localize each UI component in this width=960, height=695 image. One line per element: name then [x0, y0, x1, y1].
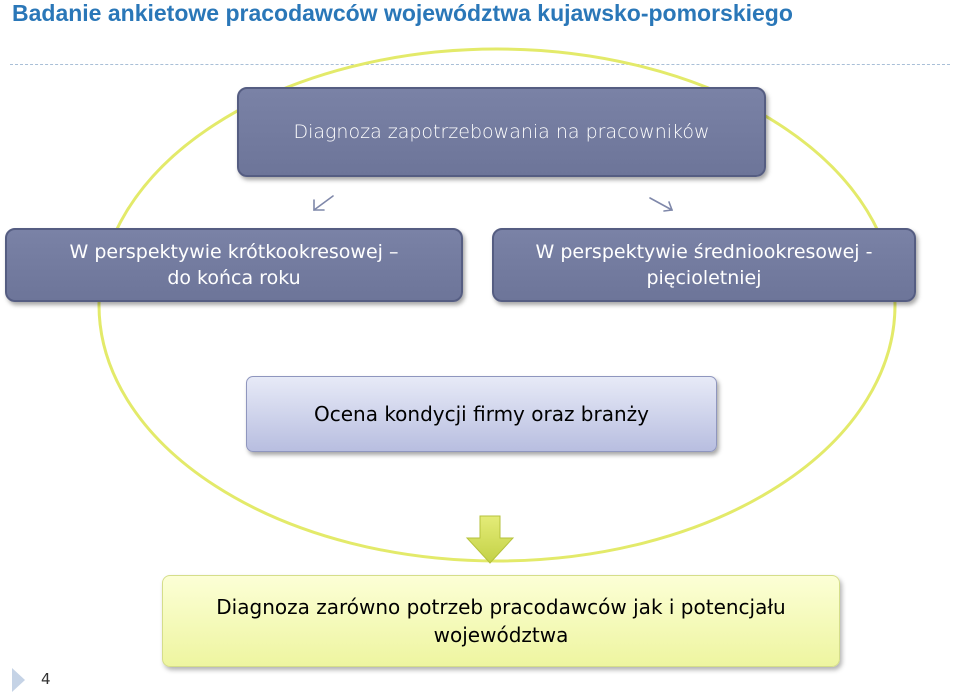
overall-diagnosis-box — [162, 575, 840, 667]
need-diagnosis-label: Diagnoza zapotrzebowania na pracowników — [293, 121, 710, 143]
medium-term-box — [492, 228, 916, 302]
arrow-right-icon — [650, 198, 672, 211]
slide-title: Badanie ankietowe pracodawców województwa kujawsko-pomorskiego — [12, 0, 793, 26]
medium-term-line-1: W perspektywie średniookresowej - — [535, 241, 873, 263]
arrow-left-icon — [314, 196, 333, 210]
need-diagnosis-box — [237, 87, 766, 177]
slide-number: 4 — [41, 670, 51, 688]
overall-diagnosis-line-1: Diagnoza zarówno potrzeb pracodawców jak i potencjału — [216, 595, 786, 619]
company-condition-label: Ocena kondycji firmy oraz branży — [313, 402, 649, 426]
slide-marker-icon — [12, 668, 25, 692]
down-arrow-icon — [467, 516, 513, 563]
short-term-line-1: W perspektywie krótkookresowej – — [69, 241, 399, 263]
company-condition-box — [246, 376, 717, 452]
overall-diagnosis-line-2: województwa — [433, 623, 569, 647]
short-term-line-2: do końca roku — [167, 267, 301, 289]
short-term-box — [5, 228, 463, 302]
medium-term-line-2: pięcioletniej — [646, 267, 762, 289]
